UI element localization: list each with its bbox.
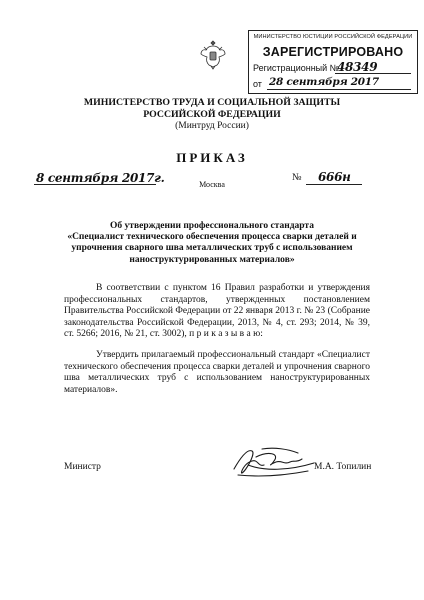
ministry-name — [0, 97, 424, 121]
body-paragraph-2: Утвердить прилагаемый профессиональный стандарт «Специалист технического обеспечения процесса сварки деталей и упрочнения сварного шва металлических труб с использованием наноструктурированных материалов». — [64, 350, 370, 395]
ministry-short-name: (Минтруд России) — [175, 121, 249, 131]
order-number-underline — [306, 184, 362, 185]
stamp-date-prefix: от — [253, 79, 262, 89]
signatory-name: М.А. Топилин — [314, 462, 372, 472]
stamp-number-underline — [335, 73, 411, 74]
order-title-line1: Об утверждении профессионального стандарта — [110, 221, 314, 231]
stamp-ministry: МИНИСТЕРСТВО ЮСТИЦИИ РОССИЙСКОЙ ФЕДЕРАЦИИ — [253, 34, 413, 40]
order-date: 8 сентября 2017г. — [36, 171, 165, 185]
ministry-name-line2: РОССИЙСКОЙ ФЕДЕРАЦИИ — [143, 109, 281, 120]
signatory-position: Министр — [64, 462, 101, 472]
order-city: Москва — [199, 180, 225, 189]
body-paragraph-1: В соответствии с пунктом 16 Правил разработки и утверждения профессиональных стандартов, утвержденных постановлением Правительства Российской Федерации от 22 января 2013 г. № 23 (Собрание законодательства Российской Федерации, 2013, № 4, ст. 293; 2014, № 39, ст. 5266; 2016, № 21, ст. 3002), п р и к а з ы в а ю: — [64, 283, 370, 340]
handwritten-signature — [228, 445, 318, 481]
order-title-line4: наноструктурированных материалов» — [129, 254, 295, 265]
coat-of-arms-emblem — [200, 38, 226, 70]
order-title — [48, 221, 376, 266]
stamp-date-underline — [267, 89, 411, 90]
stamp-date: 28 сентября 2017 — [269, 76, 379, 88]
stamp-reg-label: Регистрационный № — [253, 63, 340, 73]
order-number-sign: № — [292, 172, 302, 183]
document-type-heading: ПРИКАЗ — [176, 150, 248, 165]
order-number: 666н — [318, 170, 351, 184]
order-title-line2: «Специалист технического обеспечения процесса сварки деталей и — [67, 232, 357, 243]
registration-stamp — [248, 30, 418, 94]
stamp-registered-label: ЗАРЕГИСТРИРОВАНО — [262, 45, 404, 59]
order-title-line3: упрочнения сварного шва металлических труб с использованием — [71, 243, 353, 254]
ministry-name-line1: МИНИСТЕРСТВО ТРУДА И СОЦИАЛЬНОЙ ЗАЩИТЫ — [83, 97, 341, 108]
stamp-reg-number: 48349 — [337, 60, 378, 74]
